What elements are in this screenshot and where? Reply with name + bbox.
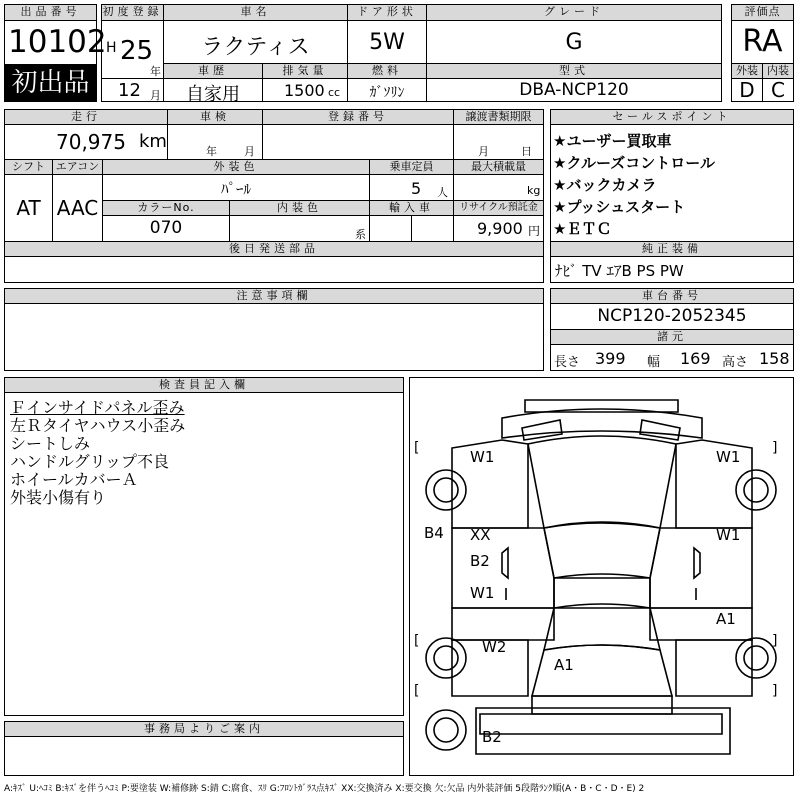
ac-header: エアコン [52, 159, 103, 175]
diagram-mark: W1 [716, 448, 741, 466]
inspector-line: 外装小傷有り [10, 488, 107, 507]
inspector-line: シートしみ [10, 434, 91, 453]
history-header: 車歴 [163, 63, 263, 79]
recycle-header: リサイクル預託金 [453, 200, 544, 216]
interior-grade-header: 内装 [762, 63, 794, 79]
mileage-header: 走行 [4, 109, 168, 125]
color-no: 070 [149, 218, 183, 238]
inspection-month-unit: 月 [244, 145, 255, 158]
diagram-bracket: ] [772, 633, 778, 649]
score-header: 評価点 [731, 4, 794, 21]
inspection-header: 車検 [167, 109, 263, 125]
door-type: 5W [369, 30, 405, 55]
shift: AT [16, 196, 41, 220]
caution-header: 注意事項欄 [4, 288, 544, 304]
sales-point: ★ユーザー買取車 [553, 132, 672, 150]
history: 自家用 [186, 84, 240, 105]
model-header: 型式 [426, 63, 722, 79]
fuel-header: 燃料 [347, 63, 427, 79]
diagram-bracket: [ [414, 683, 420, 699]
color-header: 外装色 [102, 159, 370, 175]
height-label: 高さ [722, 355, 749, 370]
width: 169 [680, 349, 711, 368]
chassis-number: NCP120-2052345 [597, 306, 747, 326]
lot-number: 10102 [8, 24, 107, 60]
era: H [106, 40, 117, 56]
displacement-header: 排気量 [262, 63, 348, 79]
displacement-unit: cc [328, 86, 341, 99]
office-box [4, 736, 404, 776]
transfer-day: 日 [521, 145, 532, 158]
capacity: 5 [411, 179, 422, 198]
diagram-bracket: ] [772, 683, 778, 699]
recycle-unit: 円 [528, 224, 541, 238]
diagram-mark: XX [470, 526, 491, 544]
first-reg-header: 初度登録 [101, 4, 164, 21]
first-listing-badge: 初出品 [4, 65, 97, 102]
caution-box [4, 303, 544, 371]
shift-header: シフト [4, 159, 53, 175]
color: ﾊﾟｰﾙ [220, 180, 251, 198]
import-header: 輸入車 [369, 200, 454, 216]
diagram-bracket: ] [772, 440, 778, 456]
exterior-grade: D [739, 78, 755, 102]
sales-point: ★プッシュスタート [553, 198, 686, 216]
inspection-year-unit: 年 [206, 145, 217, 158]
diagram-bracket: [ [414, 440, 420, 456]
exterior-grade-header: 外装 [731, 63, 763, 79]
height: 158 [759, 349, 790, 368]
sales-points-header: セールスポイント [550, 109, 794, 125]
diagram-mark: B2 [470, 552, 490, 570]
diagram-mark: A1 [554, 656, 574, 674]
interior-color-header: 内装色 [229, 200, 370, 216]
transfer-header: 譲渡書類期限 [453, 109, 544, 125]
score: RA [742, 24, 783, 59]
sales-point: ★バックカメラ [553, 176, 657, 194]
mileage: 70,975 [56, 130, 126, 154]
interior-color-unit: 系 [355, 228, 366, 241]
reg-year: 25 [120, 36, 154, 66]
ac: AAC [56, 196, 99, 220]
inspector-line: ハンドルグリップ不良 [10, 452, 170, 471]
diagram-mark: A1 [716, 610, 736, 628]
interior-grade: C [771, 78, 785, 102]
car-outline-diagram [410, 378, 793, 775]
car-name-header: 車名 [163, 4, 348, 21]
door-header: ドア形状 [347, 4, 427, 21]
load-header: 最大積載量 [453, 159, 544, 175]
sales-point: ★クルーズコントロール [553, 154, 715, 172]
diagram-mark: W1 [470, 448, 495, 466]
capacity-unit: 人 [437, 186, 448, 199]
diagram-mark: W1 [470, 584, 495, 602]
mileage-unit: km [139, 131, 167, 152]
diagram-mark: B2 [482, 728, 502, 746]
office-header: 事務局よりご案内 [4, 721, 404, 737]
grade: G [565, 30, 583, 55]
length: 399 [595, 349, 626, 368]
diagram-mark: B4 [424, 524, 444, 542]
capacity-header: 乗車定員 [369, 159, 454, 175]
inspector-line: Ｆインサイドパネル歪み [10, 398, 185, 417]
load-unit: kg [527, 184, 541, 197]
inspector-header: 検査員記入欄 [4, 377, 404, 393]
reg-month-unit: 月 [150, 89, 161, 102]
specs-header: 諸元 [550, 329, 794, 345]
width-label: 幅 [647, 355, 661, 370]
reg-year-unit: 年 [150, 65, 161, 78]
later-parts-box [4, 256, 544, 283]
car-name: ラクティス [201, 35, 310, 60]
reg-month: 12 [118, 80, 141, 101]
inspector-line: ホイールカバーＡ [10, 470, 138, 489]
diagram-mark: W1 [716, 526, 741, 544]
grade-header: グレード [426, 4, 722, 21]
transfer-month: 月 [478, 145, 489, 158]
damage-diagram [409, 377, 794, 776]
color-no-header: カラーNo. [102, 200, 230, 216]
genuine-header: 純正装備 [550, 241, 794, 257]
length-label: 長さ [554, 355, 581, 370]
fuel: ｶﾞｿﾘﾝ [369, 85, 405, 101]
diagram-mark: W2 [482, 638, 507, 656]
genuine-equipment: ﾅﾋﾞ TV ｴｱB PS PW [555, 262, 684, 280]
diagram-bracket: [ [414, 633, 420, 649]
recycle: 9,900 [477, 219, 523, 238]
displacement: 1500 [284, 81, 325, 100]
chassis-header: 車台番号 [550, 288, 794, 304]
registration-header: 登録番号 [262, 109, 454, 125]
sales-point: ★ＥＴＣ [553, 220, 612, 238]
lot-number-header: 出品番号 [4, 4, 97, 21]
footer-legend: A:ｷｽﾞ U:ﾍｺﾐ B:ｷｽﾞを伴うﾍｺﾐ P:要塗装 W:補修跡 S:錆 C:腐食、ｽﾘ G:ﾌﾛﾝﾄｶﾞﾗｽ点ｷｽﾞ XX:交換済み X:要交換 欠:欠品 内外装評価 5段階ﾗﾝｸ順(A・B・C・D・E) 2 [4, 784, 645, 794]
model: DBA-NCP120 [519, 80, 629, 100]
inspector-line: 左Ｒタイヤハウス小歪み [10, 416, 186, 435]
later-parts-header: 後日発送部品 [4, 241, 544, 257]
